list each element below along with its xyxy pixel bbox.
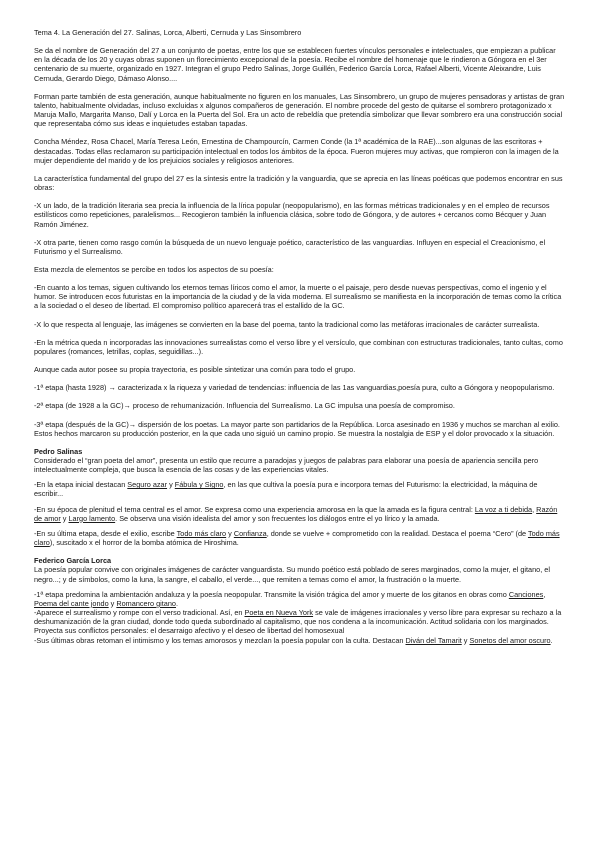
work-title: Poema del cante jondo xyxy=(34,598,109,608)
characteristic-paragraph: La característica fundamental del grupo del 27 es la síntesis entre la tradición y la vanguardia, que se aprecia en las líneas poéticas que podemos encontrar en sus obras: xyxy=(34,173,563,193)
work-title: Poeta en Nueva York xyxy=(244,608,314,618)
work-title: Canciones xyxy=(508,589,544,599)
salinas-stage-3-paragraph: -En su última etapa, desde el exilio, escribe Todo más claro y Confianza, donde se vuelve + comprometido con la realidad. Destaca el poema “Cero” (de Todo más claro), suscitado x el horror de la bomba atómica de Hiroshima. xyxy=(34,528,560,548)
lorca-stage-2-paragraph: -Aparece el surrealismo y rompe con el verso tradicional. Así, en Poeta en Nueva York se vale de imágenes irracionales y verso libre para expresar su rechazo a la deshumanización de la gran ciudad, donde todo queda subordinado al capitalismo, que nos condena a la incomunicación. Actitud solidaria con los marginados. Proyecta sus conflictos personales: el desarraigo afectivo y el deseo de libertad del homosexual xyxy=(34,608,562,636)
salinas-stage-1-paragraph: -En la etapa inicial destacan Seguro azar y Fábula y Signo, en las que cultiva la poesía pura e incorpora temas del Futurismo: la electricidad, la máquina de escribir... xyxy=(34,480,538,499)
lorca-stage-3-paragraph: -Sus últimas obras retoman el intimismo y los temas amorosos y mezclan la poesía popular con la culta. Destacan Diván del Tamarit y Sonetos del amor oscuro. xyxy=(34,635,553,645)
lorca-stage-1-paragraph: -1ª etapa predomina la ambientación andaluza y la poesía neopopular. Transmite la visión trágica del amor y muerte de los gitanos en obras como Canciones, Poema del cante jondo y Romancero gitano. xyxy=(34,589,546,608)
work-title: Seguro azar xyxy=(127,480,168,490)
intro-paragraph: Se da el nombre de Generación del 27 a un conjunto de poetas, entre los que se establecen fuertes vínculos personales e intelectuales, que empiezan a publicar en la década de los 20 y cuyas obras suponen un florecimiento excepcional de la poesía. Recibe el nombre del homenaje que le rindieron a Góngora en el 3er centenario de su muerte, organizado en 1927. Integran el grupo Pedro Salinas, Jorge Guillén, Federico García Lorca, Rafael Alberti, Vicente Aleixandre, Luis Cernuda, Gerardo Diego, Dámaso Alonso.... xyxy=(34,46,556,83)
lorca-intro-paragraph: La poesía popular convive con originales imágenes de carácter vanguardista. Su mundo poético está poblado de seres marginados, como la mujer, el gitano, el negro...; y de símbolos, como la luna, la sangre, el caballo, el verde..., que remiten a temas como el amor, la frustración o la muerte. xyxy=(34,565,550,584)
work-title: Razón de amor xyxy=(34,504,558,523)
salinas-stage-2-paragraph: -En su época de plenitud el tema central es el amor. Se expresa como una experiencia amorosa en la que la amada es la figura central: La voz a ti debida, Razón de amor y Largo lamento. Se observa una visión idealista del amor y son frecuentes los diálogos entre el yo lírico y la amada. xyxy=(34,504,558,523)
salinas-heading: Pedro Salinas xyxy=(34,446,83,456)
mixture-paragraph: Esta mezcla de elementos se percibe en todos los aspectos de su poesía: xyxy=(34,264,274,274)
salinas-intro-paragraph: Considerado el “gran poeta del amor”, presenta un estilo que recurre a paradojas y juegos de palabras para elaborar una poesía de apariencia sencilla pero intelectualmente compleja, que busca la esencia de las cosas y de las experiencias vitales. xyxy=(34,456,539,475)
metrics-paragraph: -En la métrica queda n incorporadas las innovaciones surrealistas como el verso libre y el versículo, que combinan con estructuras tradicionales, tanto cultas, como populares (romances, letrillas, coplas, seguidillas...). xyxy=(34,337,563,356)
work-title: Todo más claro xyxy=(34,528,560,548)
work-title: Largo lamento xyxy=(68,513,116,523)
trajectory-paragraph: Aunque cada autor posee su propia trayectoria, es posible sintetizar una común para todo el grupo. xyxy=(34,365,356,375)
work-title: La voz a ti debida xyxy=(474,504,533,514)
work-title: Romancero gitano xyxy=(116,598,176,608)
tradition-line-paragraph: -X un lado, de la tradición literaria sea precia la influencia de la lírica popular (neopopularismo), en las formas métricas tradicionales y en el empleo de recursos estilísticos como repeticiones, paralelismos... Recogieron también la influencia clásica, sobre todo de Góngora, y de autores + cercanos como Bécquer y Juan Ramón Jiménez. xyxy=(34,201,550,229)
language-paragraph: -X lo que respecta al lenguaje, las imágenes se convierten en la base del poema, tanto la tradicional como las metáforas irracionales de carácter surrealista. xyxy=(34,319,540,329)
avant-garde-line-paragraph: -X otra parte, tienen como rasgo común la búsqueda de un nuevo lenguaje poético, característico de las vanguardias. Influyen en especial el Creacionismo, el Futurismo y el Surrealismo. xyxy=(34,237,546,256)
sinsombrero-paragraph-2: Concha Méndez, Rosa Chacel, María Teresa León, Ernestina de Champourcín, Carmen Conde (la 1ª académica de la RAE)...son algunas de las escritoras + destacadas. Todas ellas reclamaron su participación intelectual en todos los ámbitos de la época. Fueron mujeres muy activas, que rompieron con la imagen de la mujer dependiente del marido y de los prejuicios sociales y religiosos anteriores. xyxy=(34,137,559,165)
work-title: Sonetos del amor oscuro xyxy=(469,635,551,645)
sinsombrero-paragraph-1: Forman parte también de esta generación, aunque habitualmente no figuren en los manuales, Las Sinsombrero, un grupo de mujeres pensadoras y artistas de gran talento, habitualmente olvidadas, incluso excluidas x algunos compañeros de generación. El nombre procede del gesto de quitarse el sombrero protagonizado x Maruja Mallo, Margarita Manso, Dalí y Lorca en la Puerta del Sol. Era un acto de rebeldía que pretendía simbolizar que llevar sombrero era una construcción social que representaba cómo sus ideas e inquietudes estaban tapadas. xyxy=(34,91,565,129)
stage-1-paragraph: -1ª etapa (hasta 1928) → caracterizada x la riqueza y variedad de tendencias: influencia de las 1as vanguardias,poesía pura, culto a Góngora y neopopularismo. xyxy=(34,383,555,393)
lorca-heading: Federico García Lorca xyxy=(34,556,112,566)
stage-2-paragraph: -2ª etapa (de 1928 a la GC)→ proceso de rehumanización. Influencia del Surrealismo. La GC impulsa una poesía de compromiso. xyxy=(34,401,455,411)
work-title: Fábula y Signo xyxy=(174,480,224,490)
work-title: Confianza xyxy=(233,528,267,538)
document-title: Tema 4. La Generación del 27. Salinas, Lorca, Alberti, Cernuda y Las Sinsombrero xyxy=(34,28,302,37)
stage-3-paragraph: -3ª etapa (después de la GC)→ dispersión de los poetas. La mayor parte son partidarios de la República. Lorca asesinado en 1936 y muchos se marchan al exilio. Estos hechos marcaron su producción posterior, en la que cada uno siguió un camino propio. Se muestra la nostalgia de ESP y el dolor provocado x la situación. xyxy=(34,419,560,438)
themes-paragraph: -En cuanto a los temas, siguen cultivando los eternos temas líricos como el amor, la muerte o el paisaje, pero desde nuevas perspectivas, como el ingenio y el humor. Se introducen ecos futuristas en la importancia de la ciudad y de la vida moderna. El surrealismo se manifiesta en la incorporación de temas como la crítica a la sociedad o el deseo de libertad. El compromiso político aparecerá tras el estallido de la GC. xyxy=(34,283,562,311)
work-title: Todo más claro xyxy=(176,528,227,538)
work-title: Diván del Tamarit xyxy=(405,635,462,645)
